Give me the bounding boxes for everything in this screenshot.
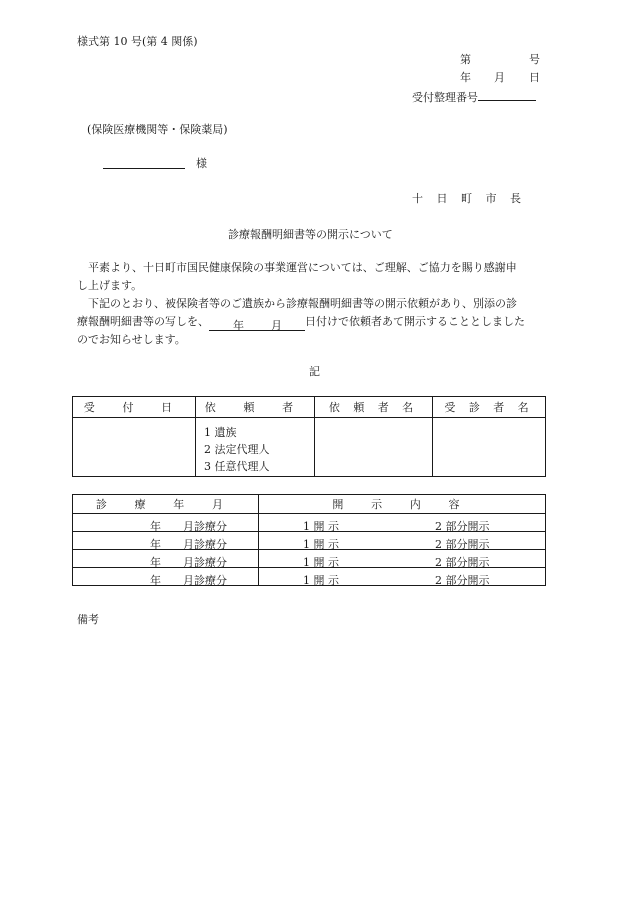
cell-requester-name — [315, 418, 433, 477]
disclosure-date-blank — [209, 316, 305, 331]
option-disclose: 1 開 示 — [303, 520, 339, 533]
form-number: 様式第 10 号(第 4 関係) — [77, 35, 198, 48]
p2-line1: 下記のとおり、被保険者等のご遺族から診療報酬明細書等の開示依頼があり、別添の診 — [88, 297, 517, 310]
header-disclosure-content: 開 示 内 容 — [259, 495, 546, 514]
receipt-number-blank — [478, 90, 536, 101]
date-nichi: 日 — [529, 71, 540, 84]
option-disclose: 1 開 示 — [303, 574, 339, 587]
cell-received-date — [73, 418, 196, 477]
disclosure-content-cell — [259, 568, 546, 586]
date-nen: 年 — [460, 71, 471, 84]
row-month: 月診療分 — [183, 538, 227, 551]
remarks-label: 備考 — [77, 613, 99, 626]
date-gatsu: 月 — [494, 71, 505, 84]
option-disclose: 1 開 示 — [303, 538, 339, 551]
row-nen: 年 — [150, 574, 161, 587]
disclosure-content-cell — [259, 550, 546, 568]
number-dai: 第 — [460, 53, 471, 66]
receipt-number-label: 受付整理番号 — [412, 91, 478, 104]
header-patient-name: 受 診 者 名 — [433, 397, 546, 418]
treatment-month-cell — [73, 532, 259, 550]
body-paragraph-2 — [77, 295, 547, 349]
row-nen: 年 — [150, 538, 161, 551]
requester-option: 3 任意代理人 — [204, 460, 270, 473]
addressee-institution: (保険医療機関等・保険薬局) — [87, 123, 228, 136]
p1-line2: し上げます。 — [77, 279, 143, 292]
requester-option: 1 遺族 — [204, 426, 237, 439]
addressee-line — [103, 168, 185, 169]
option-partial-disclose: 2 部分開示 — [435, 574, 490, 587]
p2-line3: のでお知らせします。 — [77, 333, 186, 346]
option-partial-disclose: 2 部分開示 — [435, 538, 490, 551]
header-requester-name: 依 頼 者 名 — [315, 397, 433, 418]
receipt-number — [412, 90, 536, 103]
table-row — [73, 550, 546, 568]
table-row — [73, 514, 546, 532]
header-requester: 依 頼 者 — [196, 397, 315, 418]
disclosure-content-cell — [259, 514, 546, 532]
header-received-date: 受 付 日 — [73, 397, 196, 418]
row-month: 月診療分 — [183, 574, 227, 587]
requester-option: 2 法定代理人 — [204, 443, 270, 456]
cell-patient-name — [433, 418, 546, 477]
row-month: 月診療分 — [183, 520, 227, 533]
table-row — [73, 568, 546, 586]
table-row — [73, 532, 546, 550]
row-nen: 年 — [150, 556, 161, 569]
request-info-table — [72, 396, 546, 477]
ki-mark: 記 — [309, 365, 320, 378]
option-partial-disclose: 2 部分開示 — [435, 556, 490, 569]
p1-line1: 平素より、十日町市国民健康保険の事業運営については、ご理解、ご協力を賜り感謝申 — [88, 261, 517, 274]
p2-line2-post: 日付けで依頼者あて開示することとしました — [305, 315, 525, 328]
p2-line2-pre: 療報酬明細書等の写しを、 — [77, 315, 209, 328]
cell-requester-options — [196, 418, 315, 477]
treatment-month-cell — [73, 568, 259, 586]
option-partial-disclose: 2 部分開示 — [435, 520, 490, 533]
disclosure-table — [72, 494, 546, 586]
option-disclose: 1 開 示 — [303, 556, 339, 569]
disclosure-content-cell — [259, 532, 546, 550]
disclosure-date-gatsu: 月 — [271, 319, 282, 332]
header-treatment-month: 診 療 年 月 — [73, 495, 259, 514]
disclosure-date-nen: 年 — [233, 319, 244, 332]
row-nen: 年 — [150, 520, 161, 533]
sender: 十 日 町 市 長 — [412, 192, 521, 205]
document-title: 診療報酬明細書等の開示について — [228, 228, 393, 241]
number-gou: 号 — [529, 53, 540, 66]
treatment-month-cell — [73, 550, 259, 568]
body-paragraph-1 — [77, 259, 547, 295]
row-month: 月診療分 — [183, 556, 227, 569]
addressee-honorific: 様 — [196, 157, 207, 170]
treatment-month-cell — [73, 514, 259, 532]
